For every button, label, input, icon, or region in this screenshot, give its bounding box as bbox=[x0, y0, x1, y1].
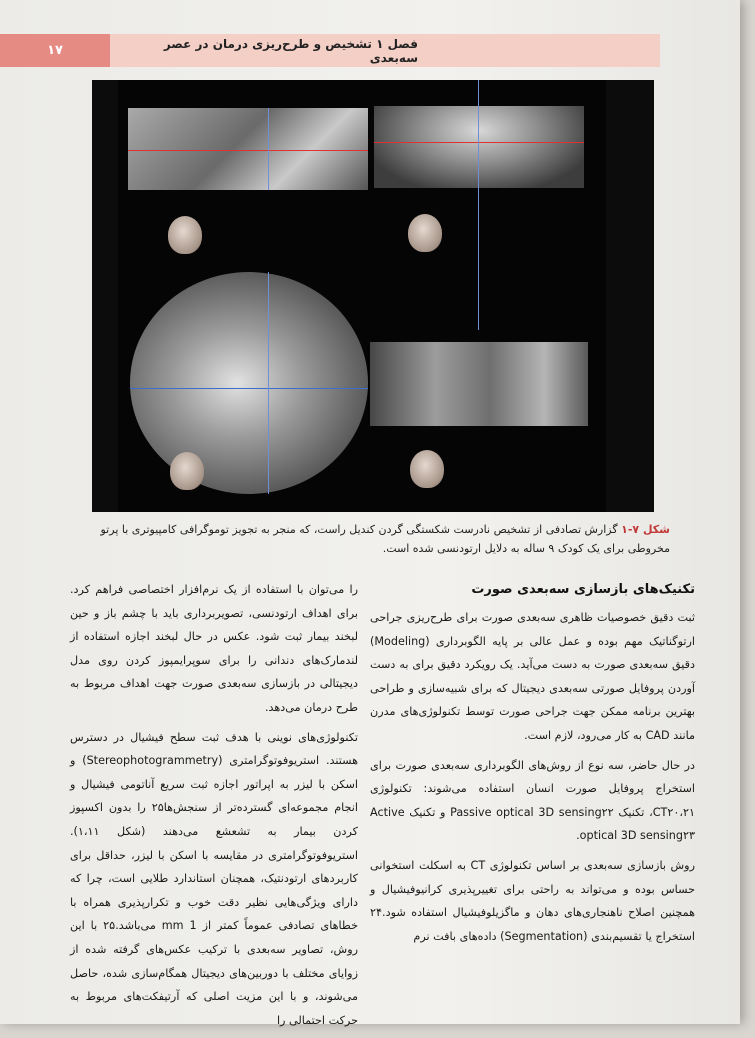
ct-figure bbox=[92, 80, 654, 512]
figure-caption bbox=[70, 520, 670, 558]
ct-3d-render-image bbox=[370, 342, 588, 426]
ct-axial-skull-image bbox=[374, 106, 584, 188]
orientation-head-icon bbox=[168, 216, 202, 254]
page-number: ۱۷ bbox=[0, 34, 110, 67]
orientation-head-icon bbox=[170, 452, 204, 490]
red-crosshair-line bbox=[374, 142, 584, 143]
running-header bbox=[0, 34, 660, 67]
caption-label: شکل ۷-۱ bbox=[621, 523, 670, 536]
paragraph: در حال حاضر، سه نوع از روش‌های الگوبرداری سه‌بعدی صورت برای استخراج پروفایل صورت انسان استفاده می‌شوند: تکنولوژی CT۲۰،۲۱، تکنیک Passive optical 3D sensing۲۲ و تکنیک Active optical 3D sensing۲۳. bbox=[370, 758, 695, 843]
red-crosshair-line bbox=[128, 150, 368, 151]
orientation-head-icon bbox=[408, 214, 442, 252]
paragraph: ثبت دقیق خصوصیات ظاهری سه‌بعدی صورت برای طرح‌ریزی جراحی ارتوگناتیک مهم بوده و عمل عالی بر پایه الگوبرداری (Modeling) دقیق سه‌بعدی صورت به دست می‌آید. یک رویکرد دقیق برای به دست آوردن پروفایل صورتی سه‌بعدی دیجیتال که برای شبیه‌سازی و طراحی بهترین برنامه ممکن جهت جراحی صورت توسط تکنولوژی‌های مدرن مانند CAD به کار می‌رود، لازم است. bbox=[370, 611, 695, 742]
orientation-head-icon bbox=[410, 450, 444, 488]
section-heading: تکنیک‌های بازسازی سه‌بعدی صورت bbox=[471, 582, 695, 597]
ct-coronal-image bbox=[128, 108, 368, 190]
blue-crosshair-line bbox=[268, 108, 269, 190]
caption-text: گزارش تصادفی از تشخیص نادرست شکستگی گردن کندیل راست، که منجر به تجویز توموگرافی کامپیوتری با پرتو مخروطی برای یک کودک ۹ ساله به دلایل ارتودنسی شده است. bbox=[100, 523, 670, 555]
blue-crosshair-line bbox=[478, 80, 479, 330]
blue-crosshair-line bbox=[268, 272, 269, 494]
left-column bbox=[70, 578, 358, 1038]
ct-viewer-screen bbox=[118, 80, 606, 512]
chapter-title: فصل ۱ تشخیص و طرح‌ریزی درمان در عصر سه‌بعدی bbox=[163, 36, 418, 65]
ct-sagittal-image bbox=[130, 272, 368, 494]
paragraph: را می‌توان با استفاده از یک نرم‌افزار اختصاصی فراهم کرد. برای اهداف ارتودنسی، تصویربرداری باید با چشم باز و حین لبخند بیمار ثبت شود. عکس در حال لبخند اجازه استفاده از لندمارک‌های دندانی را برای سوپرایمپوز کردن روی مدل دیجیتالی در بازسازی سه‌بعدی صورت جهت اهداف مربوط به طرح درمان می‌دهد. bbox=[70, 583, 358, 714]
paragraph: روش بازسازی سه‌بعدی بر اساس تکنولوژی CT به اسکلت استخوانی حساس بوده و می‌تواند به راحتی برای تغییرپذیری کرانیوفیشیال و همچنین اصلاح ناهنجاری‌های دهان و ماگزیلوفیشیال استفاده شود.۲۴ استخراج یا تقسیم‌بندی (Segmentation) داده‌های بافت نرم bbox=[370, 858, 695, 943]
paragraph: تکنولوژی‌های نوینی با هدف ثبت سطح فیشیال در دسترس هستند. استریوفوتوگرامتری (Stereophotogrammetry) و اسکن با لیزر به اپراتور اجازه ثبت سریع آناتومی فیشیال و انجام مجموعه‌ای گسترده‌تر از سنجش‌ها۲۵ را بدون اکسپوز کردن بیمار به تشعشع می‌دهند (شکل ۱،۱۱). استریوفوتوگرامتری در مقایسه با اسکن با لیزر، حداقل برای کاربردهای ارتودنتیک، همچنان استاندارد طلایی است، چرا که دارای ویژگی‌هایی نظیر دقت خوب و تکرارپذیری همراه با خطاهای تصادفی عموماً کمتر از 1 mm می‌باشد.۲۵ با این روش، تصاویر سه‌بعدی با ترکیب عکس‌های گرفته شده از زوایای مختلف با دوربین‌های دیجیتال همگام‌سازی شده، حاصل می‌شوند، و با این مزیت اصلی که آرتیفکت‌های مربوط به حرکت احتمالی را bbox=[70, 730, 359, 1027]
blue-crosshair-line bbox=[130, 388, 368, 389]
right-column bbox=[370, 578, 695, 954]
